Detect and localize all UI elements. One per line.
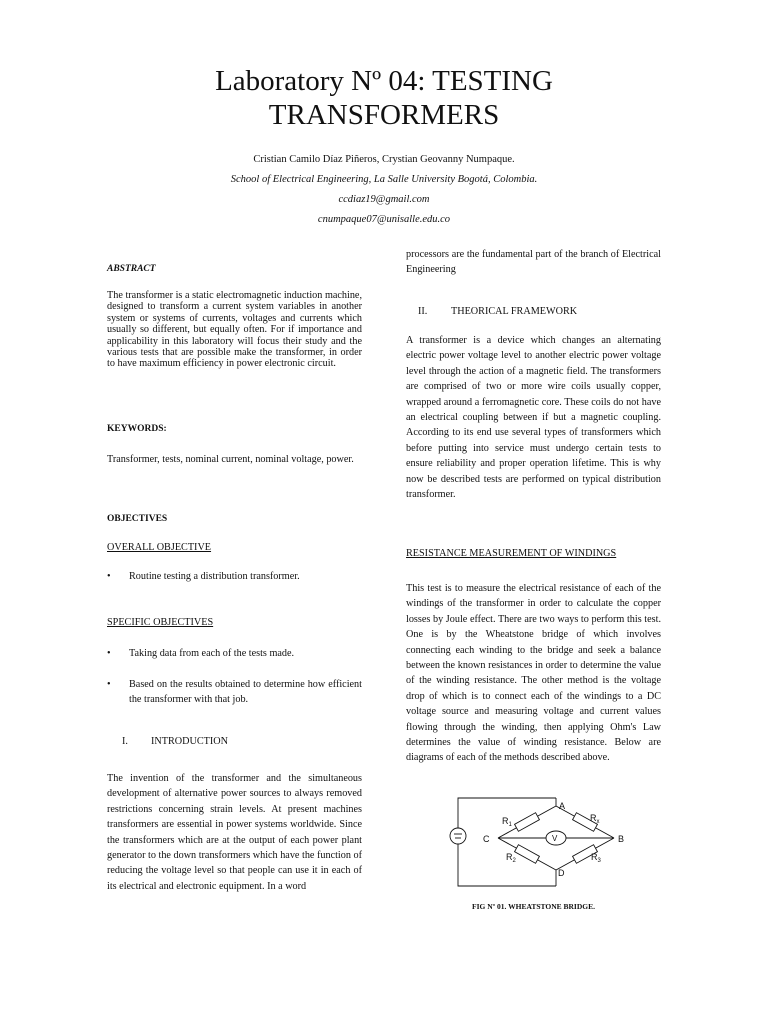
voltmeter-label: V [552,834,558,843]
node-c-label: C [483,834,490,844]
title-line-2: TRANSFORMERS [268,99,500,131]
title-line-1: Laboratory Nº 04: TESTING [215,65,553,97]
bullet-icon: • [107,648,111,659]
resistance-heading: RESISTANCE MEASUREMENT OF WINDINGS [406,548,617,559]
resistor-r1-label: $R_1$ [502,816,512,828]
source-icon [450,828,466,844]
list-item-text: Based on the results obtained to determine how efficient the transformer with that job. [129,679,362,706]
overall-objective-heading: OVERALL OBJECTIVE [107,542,212,553]
list-item-text: Routine testing a distribution transformer. [129,571,300,582]
keywords-text: Transformer, tests, nominal current, nominal voltage, power. [107,454,354,465]
author-names: Cristian Camilo Díaz Piñeros, Crystian Geovanny Numpaque. [253,154,515,165]
left-column [107,0,362,1024]
author-email-1: ccdiaz19@gmail.com [338,194,430,205]
section-title: THEORICAL FRAMEWORK [451,306,578,317]
section-number: II. [418,306,428,317]
figure-caption: FIG Nº 01. WHEATSTONE BRIDGE. [472,902,595,911]
bullet-icon: • [107,571,111,582]
specific-objectives-heading: SPECIFIC OBJECTIVES [107,617,214,628]
introduction-continuation: processors are the fundamental part of the branch of Electrical Engineering [406,249,661,276]
wheatstone-bridge-diagram [440,790,630,895]
node-d-label: D [558,868,565,878]
keywords-heading: KEYWORDS: [107,424,167,434]
node-b-label: B [618,834,625,844]
resistor-r2-label: $R_2$ [506,852,516,864]
node-a-label: A [559,801,566,811]
specific-objective-item [107,677,362,709]
resistor-r3-label: $R_3$ [591,852,601,864]
section-title: INTRODUCTION [151,736,228,747]
resistor-r2 [515,845,540,864]
author-email-2: cnumpaque07@unisalle.edu.co [317,214,451,225]
objectives-heading: OBJECTIVES [107,514,168,524]
abstract-heading: ABSTRACT [107,264,156,274]
wire [458,844,556,886]
abstract-text: The transformer is a static electromagnetic induction machine, designed to transform a current system variables in another system or systems of currents, voltages and currents which usually so different, but equally often. For if importance and applicability in this laboratory will focus their study and the various tests that are possible make the transformer, in order to have maximum efficiency in power electronic circuit. [107,290,362,370]
resistor-r1 [515,813,540,832]
framework-text: A transformer is a device which changes an alternating electric power voltage level to another electric power voltage level through the action of a magnetic field. The transformers are comprised of two or more wire coils usually copper, wrapped around a ferromagnetic core. These coils do not have an electrical coupling between if but a magnetic coupling. According to its end use several types of transformers which before putting into service must undergo certain tests to ensure reliability and proper operation lifetime. This is why now be described tests are performed on typical distribution transformer. [406,335,661,501]
author-affiliation: School of Electrical Engineering, La Salle University Bogotá, Colombia. [230,174,538,185]
bullet-icon: • [107,679,111,690]
introduction-text: The invention of the transformer and the simultaneous development of alternative power sources to always removed restrictions concerning strain levels. At present machines transformers are essential in power systems worldwide. Since the transformers which are at the output of each power plant generator to the down transformers which have the function of reducing the voltage level so that people can use it in each of its electrical and electronic equipment. In a word [107,773,362,892]
resistance-text: This test is to measure the electrical resistance of each of the windings of the transformer in order to calculate the copper losses by Joule effect. There are two ways to perform this test. One is by the Wheatstone bridge of which involves connecting each winding to the bridge and seek a balance between the known resistances in order to determine the value of the winding resistance. The other method is the voltage drop of which is to connect each of the windings to a DC voltage source and measuring voltage and current values flowing through the winding, then applying Ohm's Law determines the value of winding resistance. Below are diagrams of each of the methods described above. [406,583,661,764]
section-number: I. [122,736,128,747]
resistor-rx-label: $R_x$ [590,813,600,825]
list-item-text: Taking data from each of the tests made. [129,648,295,659]
